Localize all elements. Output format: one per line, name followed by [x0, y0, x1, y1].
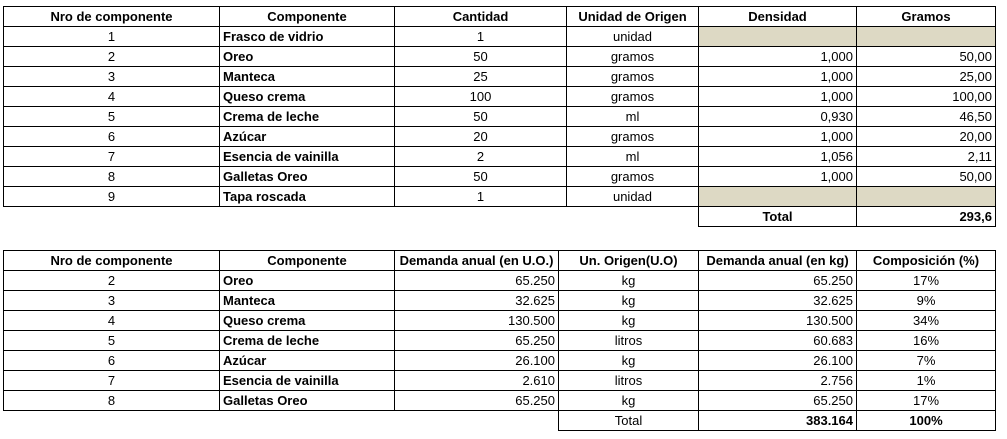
unidad-cell: unidad	[567, 187, 699, 207]
unidad-cell: unidad	[567, 27, 699, 47]
unidad-cell: kg	[559, 311, 699, 331]
composicion-cell: 17%	[857, 271, 996, 291]
cantidad-cell: 50	[395, 107, 567, 127]
unidad-cell: gramos	[567, 167, 699, 187]
header-densidad: Densidad	[699, 7, 857, 27]
unidad-cell: litros	[559, 371, 699, 391]
componente-cell: Manteca	[220, 67, 395, 87]
demanda-kg-cell: 60.683	[699, 331, 857, 351]
componente-cell: Esencia de vainilla	[220, 147, 395, 167]
densidad-cell	[699, 187, 857, 207]
nro-cell: 9	[4, 187, 220, 207]
densidad-cell: 1,000	[699, 67, 857, 87]
empty-cell	[567, 207, 699, 227]
componente-cell: Galletas Oreo	[220, 391, 395, 411]
gramos-cell	[857, 187, 996, 207]
header-unidad: Unidad de Origen	[567, 7, 699, 27]
header-nro: Nro de componente	[4, 7, 220, 27]
empty-cell	[4, 411, 220, 431]
unidad-cell: gramos	[567, 67, 699, 87]
total-row	[4, 411, 996, 431]
gramos-cell	[857, 27, 996, 47]
table-row	[4, 67, 996, 87]
table-row	[4, 311, 996, 331]
unidad-cell: gramos	[567, 47, 699, 67]
cantidad-cell: 25	[395, 67, 567, 87]
composicion-cell: 17%	[857, 391, 996, 411]
densidad-cell: 1,000	[699, 167, 857, 187]
unidad-cell: kg	[559, 271, 699, 291]
nro-cell: 2	[4, 271, 220, 291]
empty-cell	[220, 411, 395, 431]
table-row	[4, 167, 996, 187]
total-gramos: 293,6	[857, 207, 996, 227]
nro-cell: 7	[4, 371, 220, 391]
componente-cell: Galletas Oreo	[220, 167, 395, 187]
header-componente: Componente	[220, 7, 395, 27]
demanda-kg-cell: 65.250	[699, 271, 857, 291]
gramos-cell: 100,00	[857, 87, 996, 107]
gramos-cell: 46,50	[857, 107, 996, 127]
nro-cell: 6	[4, 127, 220, 147]
componente-cell: Azúcar	[220, 127, 395, 147]
header-un-origen: Un. Origen(U.O)	[559, 251, 699, 271]
total-row	[4, 207, 996, 227]
header-nro: Nro de componente	[4, 251, 220, 271]
total-kg: 383.164	[699, 411, 857, 431]
unidad-cell: ml	[567, 147, 699, 167]
table2-header-row	[4, 251, 996, 271]
nro-cell: 5	[4, 107, 220, 127]
demanda-uo-cell: 130.500	[395, 311, 559, 331]
demanda-kg-cell: 130.500	[699, 311, 857, 331]
header-demanda-uo: Demanda anual (en U.O.)	[395, 251, 559, 271]
nro-cell: 8	[4, 391, 220, 411]
empty-cell	[395, 207, 567, 227]
composicion-cell: 1%	[857, 371, 996, 391]
unidad-cell: kg	[559, 291, 699, 311]
nro-cell: 2	[4, 47, 220, 67]
total-pct: 100%	[857, 411, 996, 431]
demanda-uo-cell: 2.610	[395, 371, 559, 391]
componente-cell: Queso crema	[220, 311, 395, 331]
nro-cell: 4	[4, 87, 220, 107]
cantidad-cell: 1	[395, 27, 567, 47]
unidad-cell: kg	[559, 391, 699, 411]
unidad-cell: ml	[567, 107, 699, 127]
table-row	[4, 27, 996, 47]
densidad-cell	[699, 27, 857, 47]
unidad-cell: litros	[559, 331, 699, 351]
densidad-cell: 1,000	[699, 127, 857, 147]
gramos-cell: 50,00	[857, 167, 996, 187]
demanda-uo-cell: 26.100	[395, 351, 559, 371]
gramos-cell: 50,00	[857, 47, 996, 67]
componente-cell: Frasco de vidrio	[220, 27, 395, 47]
componente-cell: Oreo	[220, 47, 395, 67]
cantidad-cell: 100	[395, 87, 567, 107]
table-row	[4, 127, 996, 147]
componente-cell: Crema de leche	[220, 107, 395, 127]
empty-cell	[395, 411, 559, 431]
cantidad-cell: 2	[395, 147, 567, 167]
demanda-uo-cell: 65.250	[395, 271, 559, 291]
gramos-cell: 25,00	[857, 67, 996, 87]
empty-cell	[220, 207, 395, 227]
table-row	[4, 391, 996, 411]
densidad-cell: 1,056	[699, 147, 857, 167]
nro-cell: 3	[4, 291, 220, 311]
demanda-uo-cell: 65.250	[395, 391, 559, 411]
table1-header-row	[4, 7, 996, 27]
componente-cell: Manteca	[220, 291, 395, 311]
header-gramos: Gramos	[857, 7, 996, 27]
nro-cell: 7	[4, 147, 220, 167]
componente-cell: Crema de leche	[220, 331, 395, 351]
table-row	[4, 331, 996, 351]
composicion-cell: 34%	[857, 311, 996, 331]
total-label: Total	[699, 207, 857, 227]
table-row	[4, 107, 996, 127]
unidad-cell: gramos	[567, 87, 699, 107]
composicion-cell: 16%	[857, 331, 996, 351]
table-row	[4, 47, 996, 67]
cantidad-cell: 1	[395, 187, 567, 207]
table-row	[4, 271, 996, 291]
unidad-cell: kg	[559, 351, 699, 371]
demanda-uo-cell: 32.625	[395, 291, 559, 311]
demanda-kg-cell: 32.625	[699, 291, 857, 311]
table-row	[4, 291, 996, 311]
annual-demand-table	[3, 250, 996, 431]
table-row	[4, 87, 996, 107]
gramos-cell: 2,11	[857, 147, 996, 167]
composicion-cell: 7%	[857, 351, 996, 371]
componente-cell: Oreo	[220, 271, 395, 291]
componente-cell: Tapa roscada	[220, 187, 395, 207]
densidad-cell: 0,930	[699, 107, 857, 127]
header-componente: Componente	[220, 251, 395, 271]
recipe-components-table	[3, 6, 996, 227]
nro-cell: 8	[4, 167, 220, 187]
componente-cell: Queso crema	[220, 87, 395, 107]
nro-cell: 3	[4, 67, 220, 87]
header-demanda-kg: Demanda anual (en kg)	[699, 251, 857, 271]
gramos-cell: 20,00	[857, 127, 996, 147]
header-cantidad: Cantidad	[395, 7, 567, 27]
densidad-cell: 1,000	[699, 47, 857, 67]
cantidad-cell: 50	[395, 47, 567, 67]
densidad-cell: 1,000	[699, 87, 857, 107]
table-row	[4, 187, 996, 207]
table-row	[4, 147, 996, 167]
demanda-kg-cell: 65.250	[699, 391, 857, 411]
cantidad-cell: 20	[395, 127, 567, 147]
unidad-cell: gramos	[567, 127, 699, 147]
total-label: Total	[559, 411, 699, 431]
composicion-cell: 9%	[857, 291, 996, 311]
table-row	[4, 351, 996, 371]
cantidad-cell: 50	[395, 167, 567, 187]
nro-cell: 5	[4, 331, 220, 351]
table-row	[4, 371, 996, 391]
demanda-kg-cell: 26.100	[699, 351, 857, 371]
header-composicion: Composición (%)	[857, 251, 996, 271]
nro-cell: 6	[4, 351, 220, 371]
demanda-uo-cell: 65.250	[395, 331, 559, 351]
empty-cell	[4, 207, 220, 227]
nro-cell: 4	[4, 311, 220, 331]
nro-cell: 1	[4, 27, 220, 47]
demanda-kg-cell: 2.756	[699, 371, 857, 391]
componente-cell: Azúcar	[220, 351, 395, 371]
componente-cell: Esencia de vainilla	[220, 371, 395, 391]
